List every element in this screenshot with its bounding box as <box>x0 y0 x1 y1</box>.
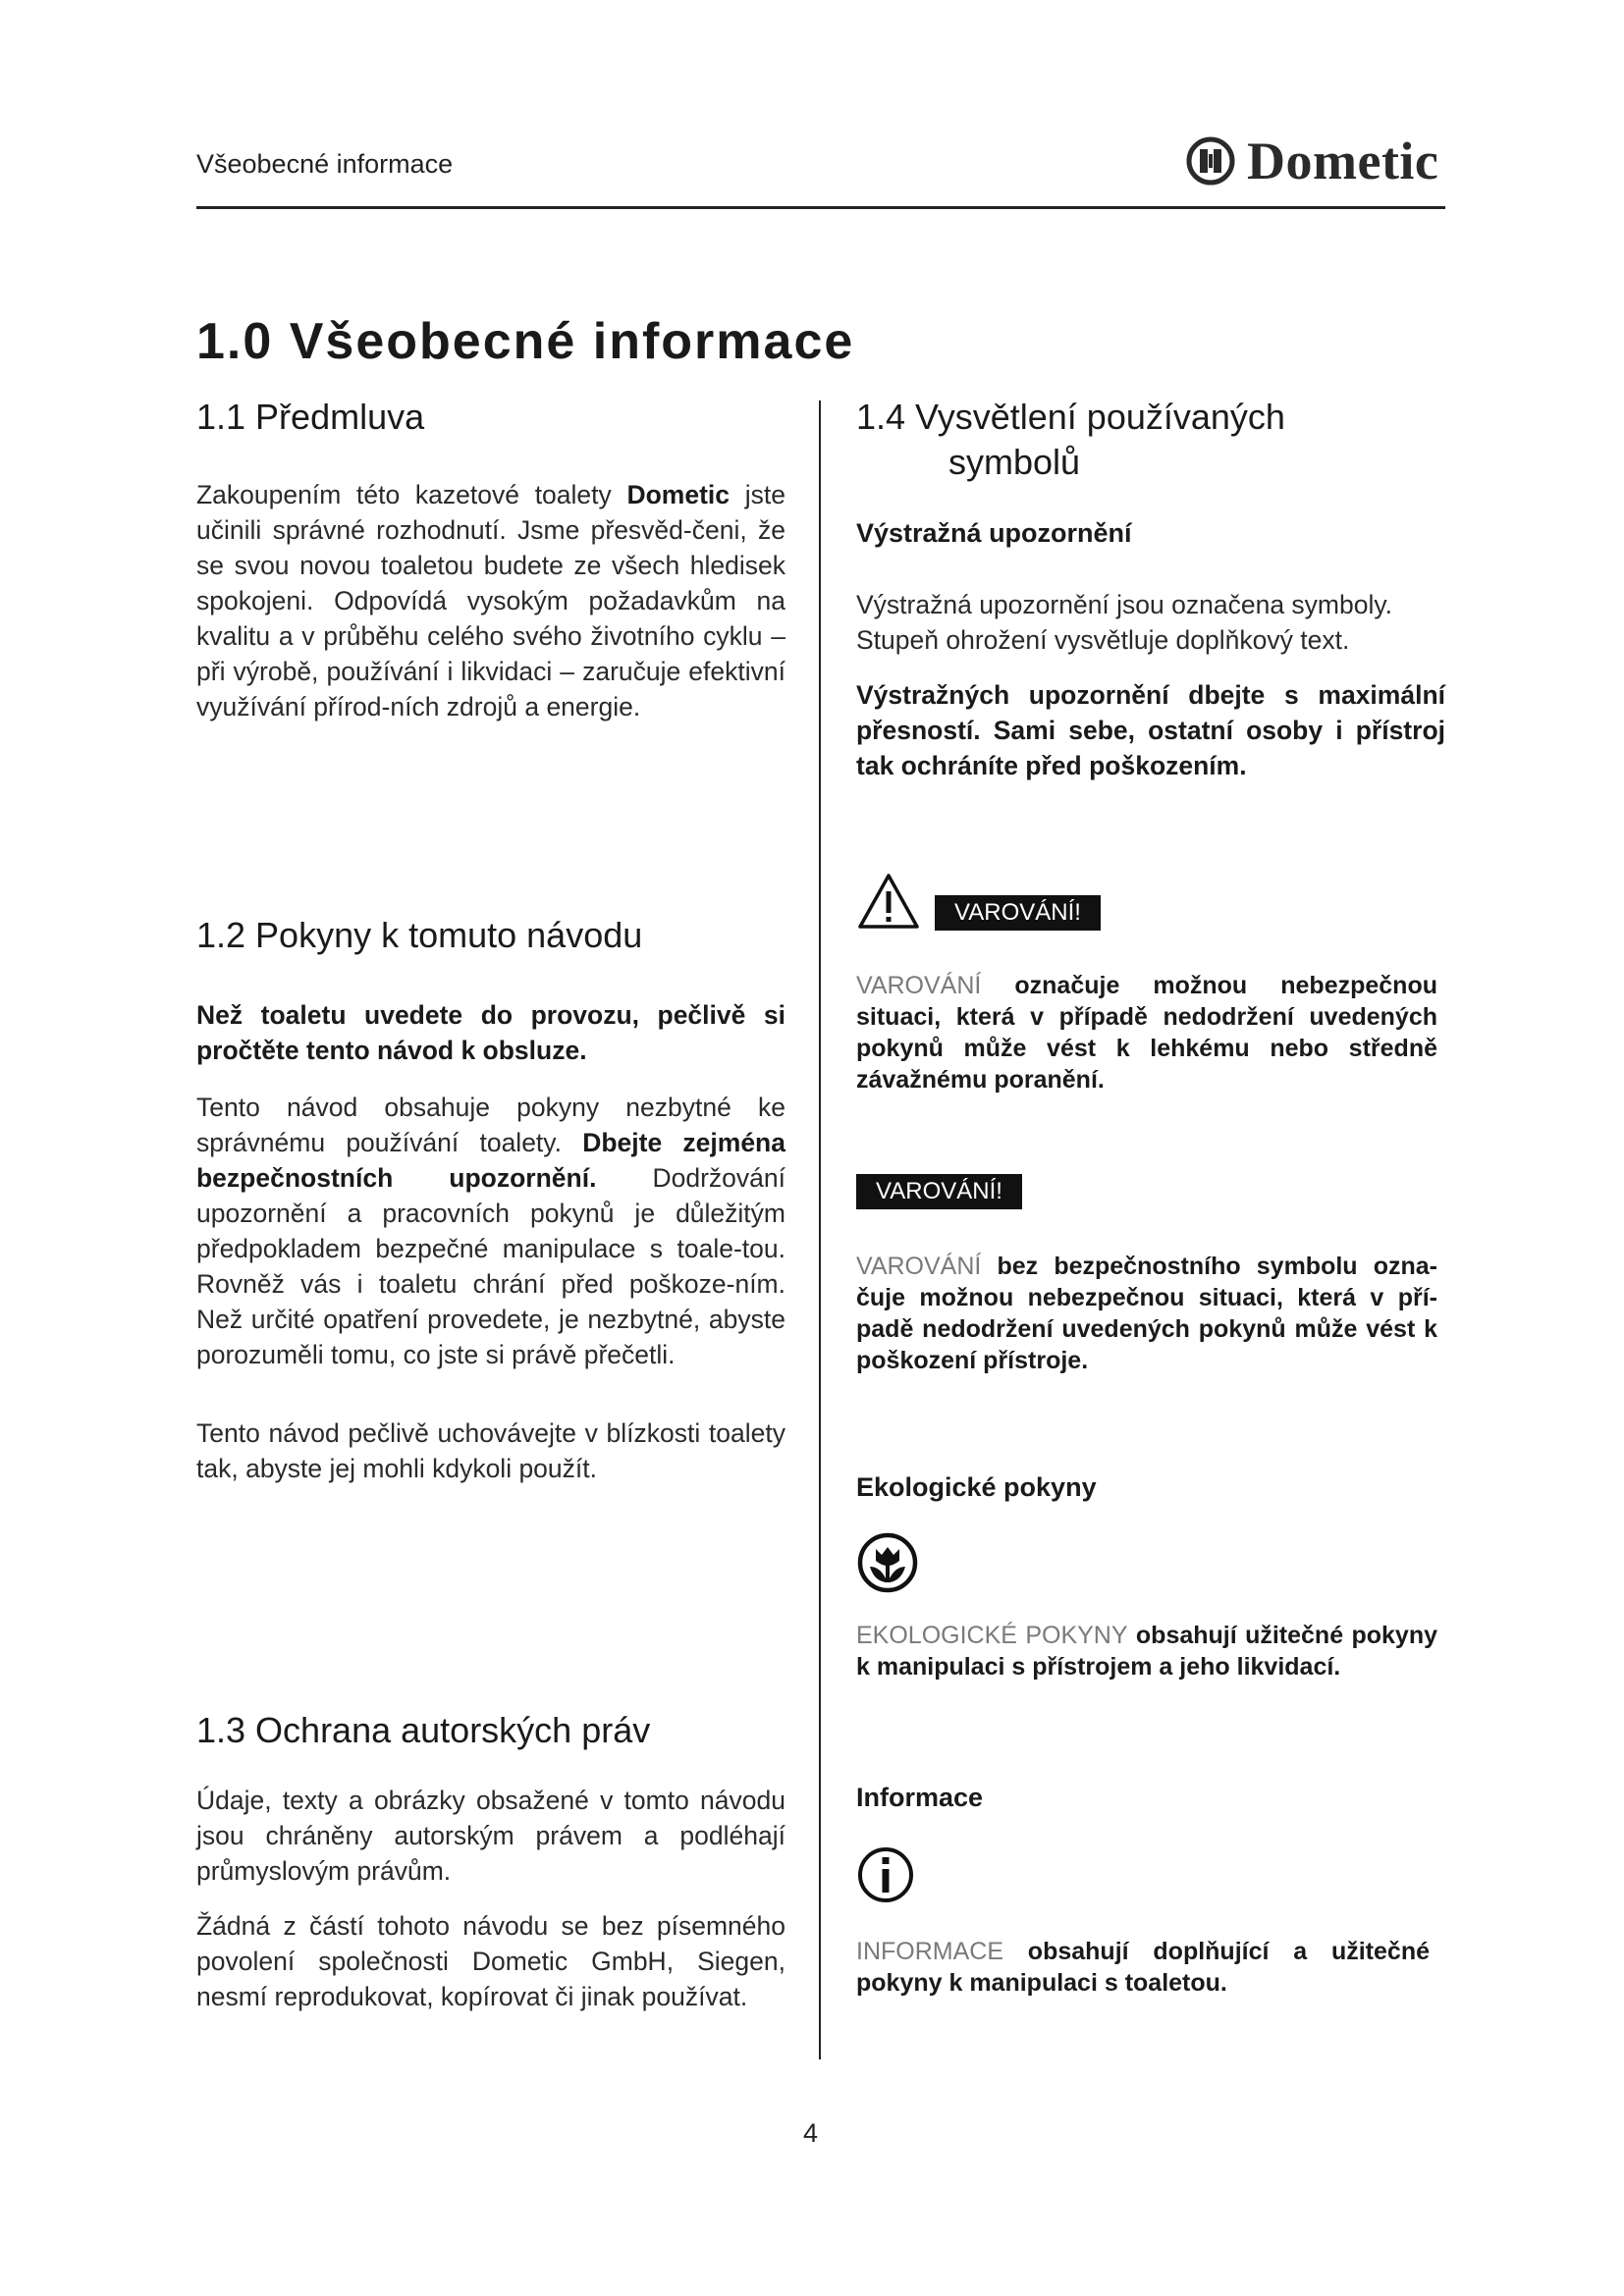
heading-1-2: 1.2 Pokyny k tomuto návodu <box>196 915 643 955</box>
header-section-title: Všeobecné informace <box>196 149 454 179</box>
paragraph-lead: Než toaletu uvedete do provozu, pečlivě si pročtěte tento návod k obsluze. <box>196 1000 785 1065</box>
note-warning-keyword: VAROVÁNÍ <box>856 972 982 999</box>
heading-1-1: 1.1 Předmluva <box>196 397 425 437</box>
paragraph-manual-info: Tento návod obsahuje pokyny nezbytné ke správnému používání toalety. Dbejte zejména bezpečnostních upozornění. Dodržování upozornění a pracovních pokynů je důležitým předpokladem bezpečné manipulace s toale-tou. Rovněž vás i toaletu chrání před poškoze-ním. Než určité opatření provedete, je nezbytné, abyste porozuměli tomu, co jste si právě přečetli. <box>196 1093 785 1369</box>
note-eco-keyword: EKOLOGICKÉ POKYNY <box>856 1622 1128 1649</box>
paragraph-keep-manual: Tento návod pečlivě uchovávejte v blízkosti toalety tak, abyste jej mohli kdykoli použít. <box>196 1418 785 1483</box>
subheading-eco: Ekologické pokyny <box>856 1472 1097 1502</box>
ecology-icon <box>856 1531 919 1594</box>
warning-badge-no-symbol: VAROVÁNÍ! <box>856 1174 1022 1209</box>
page-number: 4 <box>803 2118 819 2148</box>
warning-triangle-icon <box>856 872 921 931</box>
page-title: 1.0 Všeobecné informace <box>196 313 855 370</box>
dometic-logo-icon <box>1186 136 1235 186</box>
warning-badge: VAROVÁNÍ! <box>935 895 1101 931</box>
subheading-info: Informace <box>856 1783 984 1812</box>
heading-1-4-line2: symbolů <box>948 442 1081 482</box>
safety-emphasis: Dbejte zejména bezpečnostních upozornění. <box>196 1128 785 1193</box>
paragraph-warnings-2: Výstražných upozornění dbejte s maximální přesností. Sami sebe, ostatní osoby i přístroj tak ochráníte před poškozením. <box>856 680 1445 780</box>
paragraph-copyright-1: Údaje, texty a obrázky obsažené v tomto návodu jsou chráněny autorským právem a podléhají průmyslovým právům. <box>196 1786 785 1886</box>
info-icon <box>856 1845 915 1904</box>
subheading-warnings: Výstražná upozornění <box>856 518 1132 548</box>
heading-1-4: 1.4 Vysvětlení používaných <box>856 397 1285 437</box>
heading-1-3: 1.3 Ochrana autorských práv <box>196 1710 651 1750</box>
column-divider <box>819 400 821 2059</box>
header-rule <box>196 206 1445 209</box>
logo-wordmark: Dometic <box>1247 132 1439 190</box>
paragraph-foreword: Zakoupením této kazetové toalety Dometic jste učinili správné rozhodnutí. Jsme přesvěd-čeni, že se svou novou toaletou budete ze všech hledisek spokojeni. Odpovídá vysokým požadavkům na kvalitu a v průběhu celého svého životního cyklu – při výrobě, používání i likvidaci – zaručuje efektivní využívání přírod-ních zdrojů a energie. <box>196 480 785 721</box>
note-warning: VAROVÁNÍ označuje možnou nebezpečnou situaci, která v případě nedodržení uvedených pokynů může vést k lehkému nebo středně závažnému poranění. <box>856 972 1437 1094</box>
note-info-keyword: INFORMACE <box>856 1938 1003 1965</box>
note-eco: EKOLOGICKÉ POKYNY obsahují užitečné pokyny k manipulaci s přístrojem a jeho likvidací. <box>856 1622 1438 1681</box>
paragraph-copyright-2: Žádná z částí tohoto návodu se bez písemného povolení společnosti Dometic GmbH, Siegen, nesmí reprodukovat, kopírovat či jinak používat. <box>196 1911 785 2011</box>
note-warning-no-symbol: VAROVÁNÍ bez bezpečnostního symbolu ozna-čuje možnou nebezpečnou situaci, která v pří-padě nedodržení uvedených pokynů může vést k poškození přístroje. <box>856 1253 1437 1374</box>
note-warning-no-symbol-keyword: VAROVÁNÍ <box>856 1253 982 1280</box>
note-info: INFORMACE obsahují doplňující a užitečné pokyny k manipulaci s toaletou. <box>856 1938 1430 1997</box>
brand-name: Dometic <box>626 480 731 509</box>
brand-logo <box>1186 132 1438 190</box>
paragraph-warnings-1: Výstražná upozornění jsou označena symboly. Stupeň ohrožení vysvětluje doplňkový text. <box>856 590 1393 655</box>
